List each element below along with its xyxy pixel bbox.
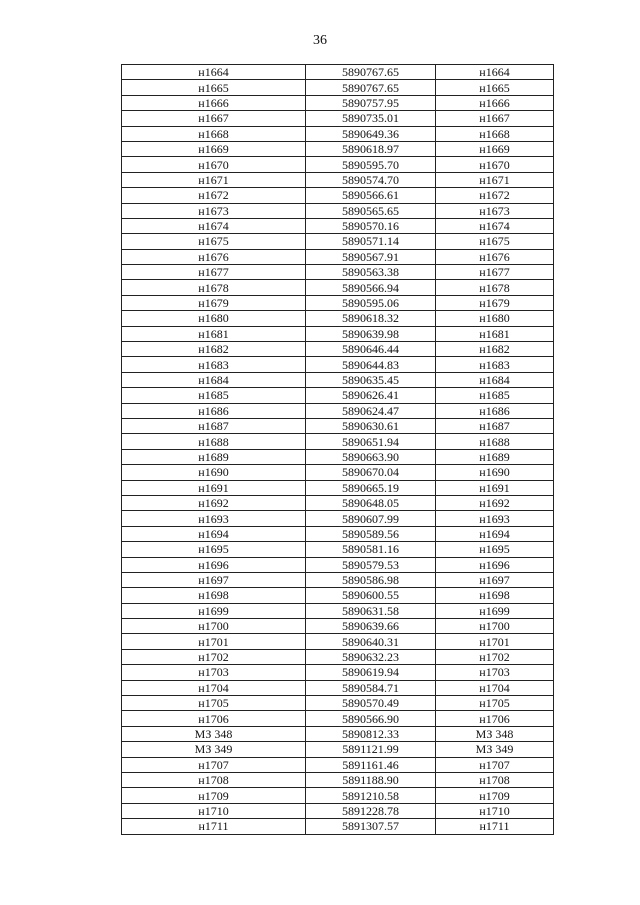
table-row [122, 511, 554, 526]
table-row [122, 649, 554, 664]
point-id-repeat-cell: н1675 [436, 234, 554, 249]
point-id-repeat-cell: н1711 [436, 819, 554, 834]
point-id-cell: н1675 [122, 234, 306, 249]
point-id-repeat-cell: н1688 [436, 434, 554, 449]
coordinate-cell: 5890670.04 [306, 465, 436, 480]
point-id-cell: н1671 [122, 172, 306, 187]
coordinate-cell: 5890584.71 [306, 680, 436, 695]
point-id-cell: н1692 [122, 495, 306, 510]
coordinate-cell: 5890651.94 [306, 434, 436, 449]
point-id-cell: н1681 [122, 326, 306, 341]
table-row [122, 772, 554, 787]
point-id-repeat-cell: н1696 [436, 557, 554, 572]
point-id-cell: н1665 [122, 80, 306, 95]
point-id-repeat-cell: н1682 [436, 342, 554, 357]
table-row [122, 80, 554, 95]
table-row [122, 111, 554, 126]
point-id-cell: н1691 [122, 480, 306, 495]
coordinate-cell: 5890618.97 [306, 141, 436, 156]
coordinate-cell: 5890589.56 [306, 526, 436, 541]
table-row [122, 372, 554, 387]
coordinate-cell: 5890595.70 [306, 157, 436, 172]
table-row [122, 403, 554, 418]
coordinate-cell: 5890586.98 [306, 572, 436, 587]
point-id-repeat-cell: н1693 [436, 511, 554, 526]
point-id-cell: н1688 [122, 434, 306, 449]
point-id-cell: н1706 [122, 711, 306, 726]
coordinate-cell: 5890570.49 [306, 696, 436, 711]
coordinate-cell: 5890579.53 [306, 557, 436, 572]
point-id-cell: н1698 [122, 588, 306, 603]
point-id-cell: н1703 [122, 665, 306, 680]
table-row [122, 188, 554, 203]
coordinate-cell: 5890639.98 [306, 326, 436, 341]
table-row [122, 357, 554, 372]
point-id-cell: н1695 [122, 542, 306, 557]
point-id-repeat-cell: н1672 [436, 188, 554, 203]
coordinate-cell: 5890735.01 [306, 111, 436, 126]
coordinate-cell: 5890581.16 [306, 542, 436, 557]
coordinate-cell: 5890635.45 [306, 372, 436, 387]
point-id-repeat-cell: н1695 [436, 542, 554, 557]
coordinate-cell: 5891188.90 [306, 772, 436, 787]
point-id-repeat-cell: н1678 [436, 280, 554, 295]
point-id-cell: н1669 [122, 141, 306, 156]
point-id-repeat-cell: н1669 [436, 141, 554, 156]
coordinate-cell: 5890644.83 [306, 357, 436, 372]
table-row [122, 680, 554, 695]
point-id-cell: н1694 [122, 526, 306, 541]
table-row [122, 311, 554, 326]
point-id-cell: н1672 [122, 188, 306, 203]
coordinate-cell: 5890566.61 [306, 188, 436, 203]
point-id-cell: н1684 [122, 372, 306, 387]
table-row [122, 711, 554, 726]
point-id-repeat-cell: н1704 [436, 680, 554, 695]
point-id-cell: н1668 [122, 126, 306, 141]
point-id-cell: н1689 [122, 449, 306, 464]
table-row [122, 172, 554, 187]
coordinate-cell: 5890632.23 [306, 649, 436, 664]
coordinate-cell: 5890646.44 [306, 342, 436, 357]
point-id-repeat-cell: н1706 [436, 711, 554, 726]
table-row [122, 234, 554, 249]
coordinates-table-body [122, 65, 554, 835]
point-id-cell: н1680 [122, 311, 306, 326]
page-number: 36 [313, 33, 327, 48]
coordinate-cell: 5890566.90 [306, 711, 436, 726]
point-id-cell: н1705 [122, 696, 306, 711]
point-id-repeat-cell: н1710 [436, 803, 554, 818]
coordinate-cell: 5890574.70 [306, 172, 436, 187]
table-row [122, 542, 554, 557]
coordinates-table [121, 64, 554, 835]
table-row [122, 126, 554, 141]
table-row [122, 465, 554, 480]
coordinate-cell: 5890571.14 [306, 234, 436, 249]
coordinate-cell: 5890565.65 [306, 203, 436, 218]
table-row [122, 434, 554, 449]
table-row [122, 803, 554, 818]
table-row [122, 249, 554, 264]
coordinate-cell: 5890767.65 [306, 65, 436, 80]
coordinate-cell: 5890663.90 [306, 449, 436, 464]
point-id-repeat-cell: н1692 [436, 495, 554, 510]
point-id-repeat-cell: н1671 [436, 172, 554, 187]
point-id-repeat-cell: н1687 [436, 418, 554, 433]
table-row [122, 665, 554, 680]
point-id-cell: н1682 [122, 342, 306, 357]
point-id-repeat-cell: н1684 [436, 372, 554, 387]
table-row [122, 788, 554, 803]
point-id-repeat-cell: н1667 [436, 111, 554, 126]
point-id-repeat-cell: МЗ 348 [436, 726, 554, 741]
point-id-cell: н1664 [122, 65, 306, 80]
table-row [122, 449, 554, 464]
coordinate-cell: 5890607.99 [306, 511, 436, 526]
coordinate-cell: 5890595.06 [306, 295, 436, 310]
point-id-cell: н1685 [122, 388, 306, 403]
point-id-cell: н1696 [122, 557, 306, 572]
point-id-cell: н1679 [122, 295, 306, 310]
point-id-repeat-cell: н1698 [436, 588, 554, 603]
table-row [122, 819, 554, 834]
point-id-repeat-cell: н1691 [436, 480, 554, 495]
table-row [122, 495, 554, 510]
point-id-repeat-cell: н1673 [436, 203, 554, 218]
point-id-cell: н1683 [122, 357, 306, 372]
point-id-cell: н1676 [122, 249, 306, 264]
table-row [122, 280, 554, 295]
table-row [122, 634, 554, 649]
table-row [122, 572, 554, 587]
table-row [122, 326, 554, 341]
coordinate-cell: 5890626.41 [306, 388, 436, 403]
table-row [122, 295, 554, 310]
point-id-repeat-cell: н1700 [436, 619, 554, 634]
point-id-repeat-cell: н1690 [436, 465, 554, 480]
point-id-repeat-cell: н1686 [436, 403, 554, 418]
coordinate-cell: 5890648.05 [306, 495, 436, 510]
point-id-repeat-cell: н1677 [436, 265, 554, 280]
table-row [122, 603, 554, 618]
table-row [122, 588, 554, 603]
point-id-cell: н1710 [122, 803, 306, 818]
point-id-repeat-cell: н1676 [436, 249, 554, 264]
table-row [122, 726, 554, 741]
coordinate-cell: 5891161.46 [306, 757, 436, 772]
table-row [122, 619, 554, 634]
point-id-repeat-cell: н1665 [436, 80, 554, 95]
point-id-repeat-cell: н1666 [436, 95, 554, 110]
coordinate-cell: 5891228.78 [306, 803, 436, 818]
point-id-repeat-cell: н1681 [436, 326, 554, 341]
point-id-cell: н1707 [122, 757, 306, 772]
table-row [122, 141, 554, 156]
point-id-cell: н1701 [122, 634, 306, 649]
point-id-repeat-cell: н1670 [436, 157, 554, 172]
point-id-cell: н1686 [122, 403, 306, 418]
point-id-repeat-cell: н1689 [436, 449, 554, 464]
table-row [122, 157, 554, 172]
table-row [122, 418, 554, 433]
point-id-cell: н1687 [122, 418, 306, 433]
table-row [122, 526, 554, 541]
coordinate-cell: 5890619.94 [306, 665, 436, 680]
coordinate-cell: 5891210.58 [306, 788, 436, 803]
point-id-cell: н1697 [122, 572, 306, 587]
coordinate-cell: 5890757.95 [306, 95, 436, 110]
point-id-repeat-cell: н1694 [436, 526, 554, 541]
coordinate-cell: 5890600.55 [306, 588, 436, 603]
point-id-cell: н1678 [122, 280, 306, 295]
table-row [122, 342, 554, 357]
coordinate-cell: 5890624.47 [306, 403, 436, 418]
coordinate-cell: 5890767.65 [306, 80, 436, 95]
coordinate-cell: 5891307.57 [306, 819, 436, 834]
coordinate-cell: 5890665.19 [306, 480, 436, 495]
point-id-cell: н1666 [122, 95, 306, 110]
point-id-repeat-cell: н1702 [436, 649, 554, 664]
point-id-cell: н1673 [122, 203, 306, 218]
point-id-cell: МЗ 348 [122, 726, 306, 741]
point-id-cell: н1690 [122, 465, 306, 480]
point-id-cell: н1699 [122, 603, 306, 618]
point-id-cell: н1667 [122, 111, 306, 126]
point-id-repeat-cell: н1668 [436, 126, 554, 141]
table-row [122, 742, 554, 757]
point-id-repeat-cell: н1679 [436, 295, 554, 310]
table-row [122, 480, 554, 495]
point-id-cell: МЗ 349 [122, 742, 306, 757]
table-row [122, 218, 554, 233]
point-id-repeat-cell: н1709 [436, 788, 554, 803]
coordinate-cell: 5890566.94 [306, 280, 436, 295]
coordinate-cell: 5890631.58 [306, 603, 436, 618]
table-row [122, 95, 554, 110]
point-id-cell: н1702 [122, 649, 306, 664]
point-id-repeat-cell: н1705 [436, 696, 554, 711]
coordinate-cell: 5890570.16 [306, 218, 436, 233]
point-id-cell: н1700 [122, 619, 306, 634]
point-id-repeat-cell: н1680 [436, 311, 554, 326]
point-id-repeat-cell: МЗ 349 [436, 742, 554, 757]
point-id-repeat-cell: н1674 [436, 218, 554, 233]
point-id-cell: н1670 [122, 157, 306, 172]
table-row [122, 696, 554, 711]
point-id-cell: н1709 [122, 788, 306, 803]
point-id-repeat-cell: н1701 [436, 634, 554, 649]
point-id-repeat-cell: н1697 [436, 572, 554, 587]
point-id-repeat-cell: н1664 [436, 65, 554, 80]
table-row [122, 203, 554, 218]
table-row [122, 265, 554, 280]
point-id-repeat-cell: н1703 [436, 665, 554, 680]
table-row [122, 65, 554, 80]
coordinate-cell: 5891121.99 [306, 742, 436, 757]
coordinate-cell: 5890618.32 [306, 311, 436, 326]
point-id-repeat-cell: н1707 [436, 757, 554, 772]
point-id-cell: н1693 [122, 511, 306, 526]
point-id-repeat-cell: н1708 [436, 772, 554, 787]
point-id-cell: н1704 [122, 680, 306, 695]
point-id-cell: н1677 [122, 265, 306, 280]
point-id-repeat-cell: н1699 [436, 603, 554, 618]
coordinate-cell: 5890649.36 [306, 126, 436, 141]
table-row [122, 557, 554, 572]
coordinate-cell: 5890563.38 [306, 265, 436, 280]
coordinate-cell: 5890812.33 [306, 726, 436, 741]
point-id-cell: н1708 [122, 772, 306, 787]
coordinate-cell: 5890630.61 [306, 418, 436, 433]
point-id-repeat-cell: н1685 [436, 388, 554, 403]
coordinate-cell: 5890640.31 [306, 634, 436, 649]
coordinate-cell: 5890639.66 [306, 619, 436, 634]
point-id-cell: н1711 [122, 819, 306, 834]
table-row [122, 388, 554, 403]
point-id-repeat-cell: н1683 [436, 357, 554, 372]
point-id-cell: н1674 [122, 218, 306, 233]
table-row [122, 757, 554, 772]
coordinate-cell: 5890567.91 [306, 249, 436, 264]
